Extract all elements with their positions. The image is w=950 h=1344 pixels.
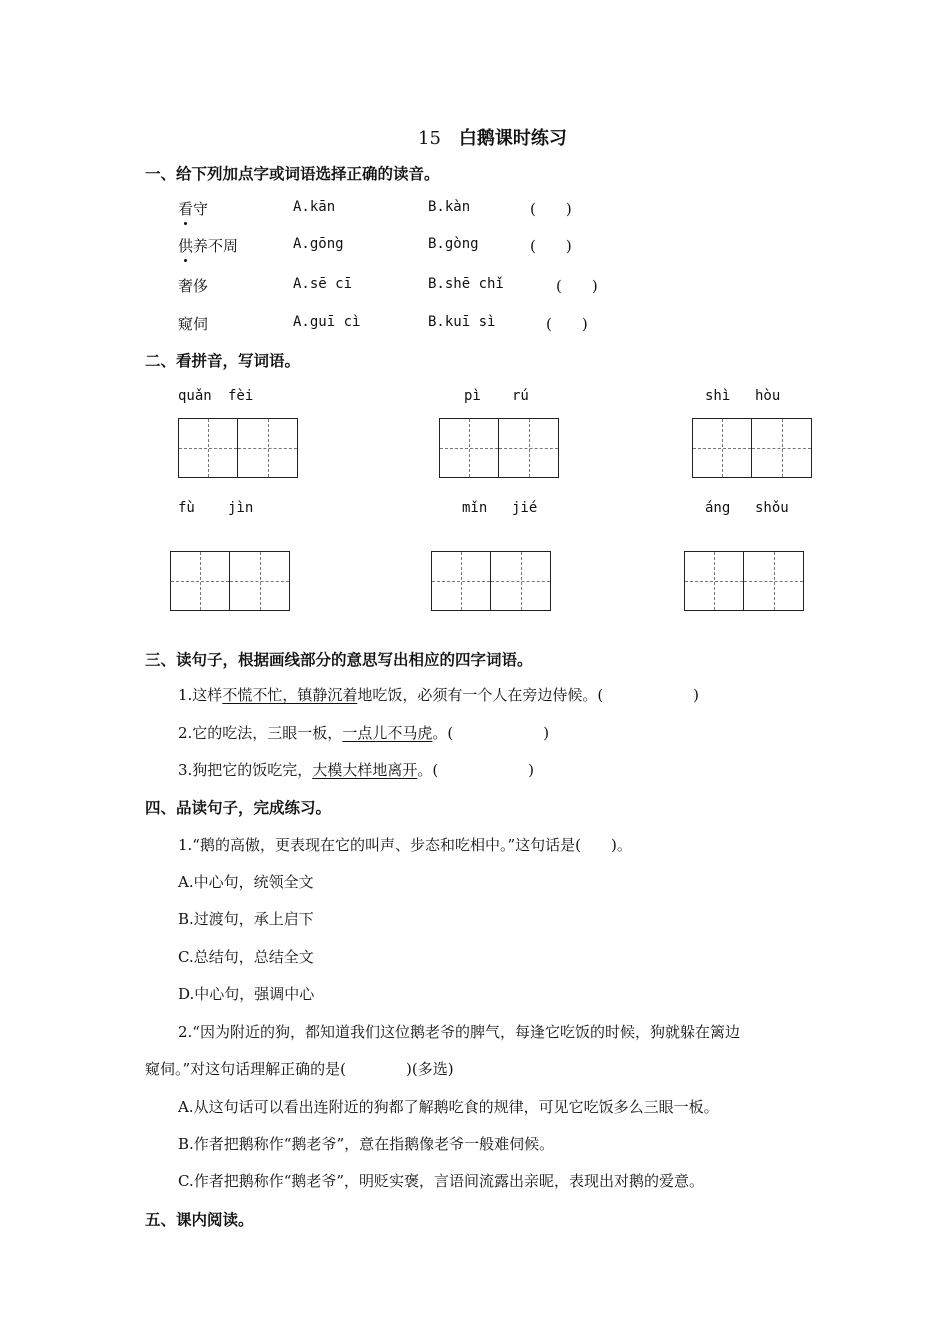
s1-option-a-4: A.guī cì <box>293 314 361 330</box>
underlined-phrase: 大模大样地离开 <box>312 761 418 779</box>
pinyin-3b: hòu <box>755 388 781 404</box>
grid-cell[interactable] <box>230 551 290 611</box>
pinyin-1b: fèi <box>228 388 254 404</box>
sentence-part: 。( ) <box>432 724 550 742</box>
grid-cell[interactable] <box>499 418 559 478</box>
s1-answer-1[interactable]: ( ) <box>530 200 572 218</box>
writing-grid-4[interactable] <box>170 551 290 611</box>
s1-word-4: 窥伺 <box>178 315 209 333</box>
pinyin-3a: shì <box>705 388 731 404</box>
dotted-char: 供 <box>178 237 194 255</box>
s4-question-1: 1.“鹅的高傲，更表现在它的叫声、步态和吃相中。”这句话是( )。 <box>178 836 632 854</box>
s4-q1-option-d: D.中心句，强调中心 <box>178 985 315 1003</box>
page-title <box>418 124 567 150</box>
grid-cell[interactable] <box>684 551 744 611</box>
dotted-char: 看 <box>178 200 194 218</box>
writing-grid-6[interactable] <box>684 551 804 611</box>
s4-question-2-line-2: 窥伺。”对这句话理解正确的是( )(多选) <box>145 1060 454 1078</box>
section-1-heading: 一、给下列加点字或词语选择正确的读音。 <box>145 165 440 183</box>
writing-grid-1[interactable] <box>178 418 298 478</box>
pinyin-5a: mǐn <box>462 500 488 516</box>
s4-q1-option-a: A.中心句，统领全文 <box>178 873 314 891</box>
s1-option-b-3: B.shē chǐ <box>428 276 504 292</box>
s4-q2-option-c: C.作者把鹅称作“鹅老爷”，明贬实褒，言语间流露出亲昵，表现出对鹅的爱意。 <box>178 1172 705 1190</box>
grid-cell[interactable] <box>238 418 298 478</box>
s1-word-3: 奢侈 <box>178 277 209 295</box>
writing-grid-3[interactable] <box>692 418 812 478</box>
pinyin-1a: quǎn <box>178 388 212 404</box>
grid-cell[interactable] <box>744 551 804 611</box>
pinyin-4a: fù <box>178 500 195 516</box>
s3-question-1 <box>178 684 699 705</box>
underlined-phrase: 不慌不忙，镇静沉着 <box>222 686 358 704</box>
word-rest: 守 <box>193 200 209 218</box>
s3-question-3 <box>178 759 534 780</box>
section-5-heading: 五、课内阅读。 <box>145 1211 254 1229</box>
pinyin-2b: rú <box>512 388 529 404</box>
s1-option-b-4: B.kuī sì <box>428 314 496 330</box>
grid-cell[interactable] <box>439 418 499 478</box>
s4-q2-option-b: B.作者把鹅称作“鹅老爷”，意在指鹅像老爷一般难伺候。 <box>178 1135 555 1153</box>
s4-q2-option-a: A.从这句话可以看出连附近的狗都了解鹅吃食的规律，可见它吃饭多么三眼一板。 <box>178 1098 719 1116</box>
s1-option-b-1: B.kàn <box>428 199 471 215</box>
pinyin-5b: jié <box>512 500 538 516</box>
grid-cell[interactable] <box>491 551 551 611</box>
lesson-number: 15 <box>418 128 441 149</box>
pinyin-6b: shǒu <box>755 500 789 516</box>
section-2-heading: 二、看拼音，写词语。 <box>145 352 301 370</box>
grid-cell[interactable] <box>431 551 491 611</box>
grid-cell[interactable] <box>170 551 230 611</box>
s4-q1-option-b: B.过渡句，承上启下 <box>178 910 314 928</box>
section-3-heading: 三、读句子，根据画线部分的意思写出相应的四字词语。 <box>145 651 533 669</box>
sentence-part: 1.这样 <box>178 686 223 704</box>
sentence-part: 2.它的吃法，三眼一板， <box>178 724 343 742</box>
lesson-title: 白鹅课时练习 <box>458 128 567 149</box>
grid-cell[interactable] <box>692 418 752 478</box>
underlined-phrase: 一点儿不马虎 <box>342 724 433 742</box>
grid-cell[interactable] <box>178 418 238 478</box>
pinyin-2a: pì <box>464 388 481 404</box>
pinyin-6a: áng <box>705 500 731 516</box>
writing-grid-2[interactable] <box>439 418 559 478</box>
word-rest: 养不周 <box>193 237 239 255</box>
s1-answer-4[interactable]: ( ) <box>546 315 588 333</box>
sentence-part: 地吃饭，必须有一个人在旁边侍候。( ) <box>357 686 700 704</box>
sentence-part: 3.狗把它的饭吃完， <box>178 761 313 779</box>
s4-question-2-line-1: 2.“因为附近的狗，都知道我们这位鹅老爷的脾气，每逢它吃饭的时候，狗就躲在篱边 <box>178 1023 740 1041</box>
s1-option-a-1: A.kān <box>293 199 336 215</box>
s1-answer-2[interactable]: ( ) <box>530 237 572 255</box>
s1-answer-3[interactable]: ( ) <box>556 277 598 295</box>
s1-option-a-3: A.sē cī <box>293 276 353 292</box>
s1-option-a-2: A.gōng <box>293 236 344 252</box>
sentence-part: 。( ) <box>417 761 535 779</box>
s1-option-b-2: B.gòng <box>428 236 479 252</box>
s3-question-2 <box>178 722 549 743</box>
pinyin-4b: jìn <box>228 500 254 516</box>
grid-cell[interactable] <box>752 418 812 478</box>
section-4-heading: 四、品读句子，完成练习。 <box>145 799 332 817</box>
s1-word-2 <box>178 235 238 256</box>
writing-grid-5[interactable] <box>431 551 551 611</box>
s4-q1-option-c: C.总结句，总结全文 <box>178 948 314 966</box>
s1-word-1 <box>178 198 208 219</box>
